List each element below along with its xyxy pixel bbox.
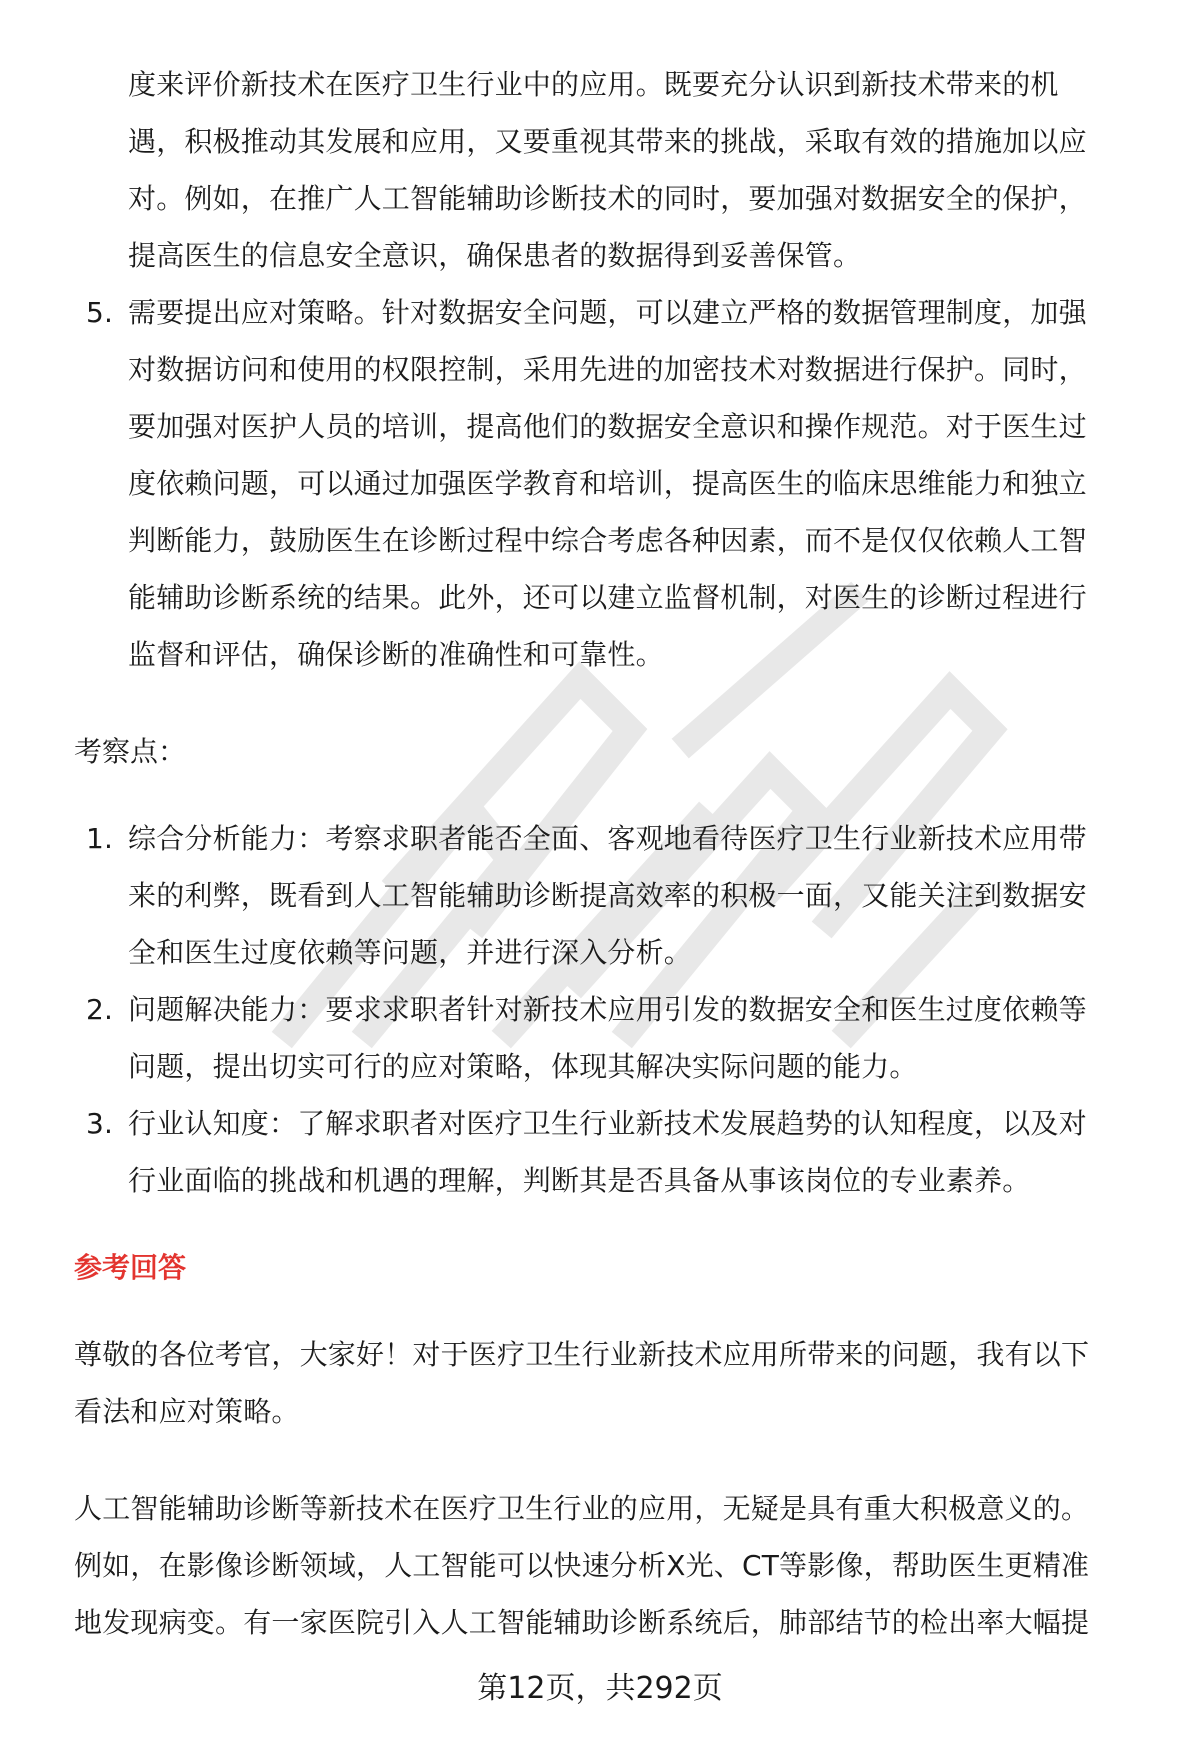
text-line: 要加强对医护人员的培训，提高他们的数据安全意识和操作规范。对于医生过 (128, 410, 1087, 443)
assessment-list (74, 810, 1144, 1209)
text-line: 能辅助诊断系统的结果。此外，还可以建立监督机制，对医生的诊断过程进行 (128, 581, 1087, 614)
reference-heading: 参考回答 (74, 1251, 187, 1284)
text-line: 行业认知度：了解求职者对医疗卫生行业新技术发展趋势的认知程度，以及对 (128, 1107, 1087, 1140)
text-line: 全和医生过度依赖等问题，并进行深入分析。 (128, 936, 693, 969)
text-line: 对数据访问和使用的权限控制，采用先进的加密技术对数据进行保护。同时， (128, 353, 1087, 386)
text-line: 度来评价新技术在医疗卫生行业中的应用。既要充分认识到新技术带来的机 (128, 68, 1059, 101)
text-line: 看法和应对策略。 (74, 1395, 300, 1428)
text-line: 问题解决能力：要求求职者针对新技术应用引发的数据安全和医生过度依赖等 (128, 993, 1087, 1026)
page-content (74, 56, 1144, 1651)
text-line: 遇，积极推动其发展和应用，又要重视其带来的挑战，采取有效的措施加以应 (128, 125, 1087, 158)
list-number: 3. (86, 1107, 114, 1140)
text-line: 例如，在影像诊断领域，人工智能可以快速分析X光、CT等影像，帮助医生更精准 (74, 1549, 1090, 1582)
list-number: 2. (86, 993, 114, 1026)
text-line: 需要提出应对策略。针对数据安全问题，可以建立严格的数据管理制度，加强 (128, 296, 1087, 329)
text-line: 人工智能辅助诊断等新技术在医疗卫生行业的应用，无疑是具有重大积极意义的。 (74, 1492, 1090, 1525)
text-line: 对。例如，在推广人工智能辅助诊断技术的同时，要加强对数据安全的保护， (128, 182, 1087, 215)
page-number: 第12页，共292页 (477, 1671, 723, 1706)
text-line: 行业面临的挑战和机遇的理解，判断其是否具备从事该岗位的专业素养。 (128, 1164, 1031, 1197)
text-line: 综合分析能力：考察求职者能否全面、客观地看待医疗卫生行业新技术应用带 (128, 822, 1087, 855)
text-line: 来的利弊，既看到人工智能辅助诊断提高效率的积极一面，又能关注到数据安 (128, 879, 1087, 912)
list-number: 1. (86, 822, 114, 855)
text-line: 地发现病变。有一家医院引入人工智能辅助诊断系统后，肺部结节的检出率大幅提 (74, 1606, 1090, 1639)
list-item-5 (74, 284, 1144, 683)
text-line: 判断能力，鼓励医生在诊断过程中综合考虑各种因素，而不是仅仅依赖人工智 (128, 524, 1087, 557)
text-line: 度依赖问题，可以通过加强医学教育和培训，提高医生的临床思维能力和独立 (128, 467, 1087, 500)
reference-paragraph-1 (74, 1326, 1144, 1440)
item4-continuation (74, 56, 1144, 284)
assessment-label: 考察点： (74, 735, 187, 768)
text-line: 监督和评估，确保诊断的准确性和可靠性。 (128, 638, 664, 671)
list-number: 5. (86, 296, 114, 329)
reference-paragraph-2 (74, 1480, 1144, 1651)
text-line: 提高医生的信息安全意识，确保患者的数据得到妥善保管。 (128, 239, 862, 272)
text-line: 尊敬的各位考官，大家好！对于医疗卫生行业新技术应用所带来的问题，我有以下 (74, 1338, 1090, 1371)
text-line: 问题，提出切实可行的应对策略，体现其解决实际问题的能力。 (128, 1050, 918, 1083)
